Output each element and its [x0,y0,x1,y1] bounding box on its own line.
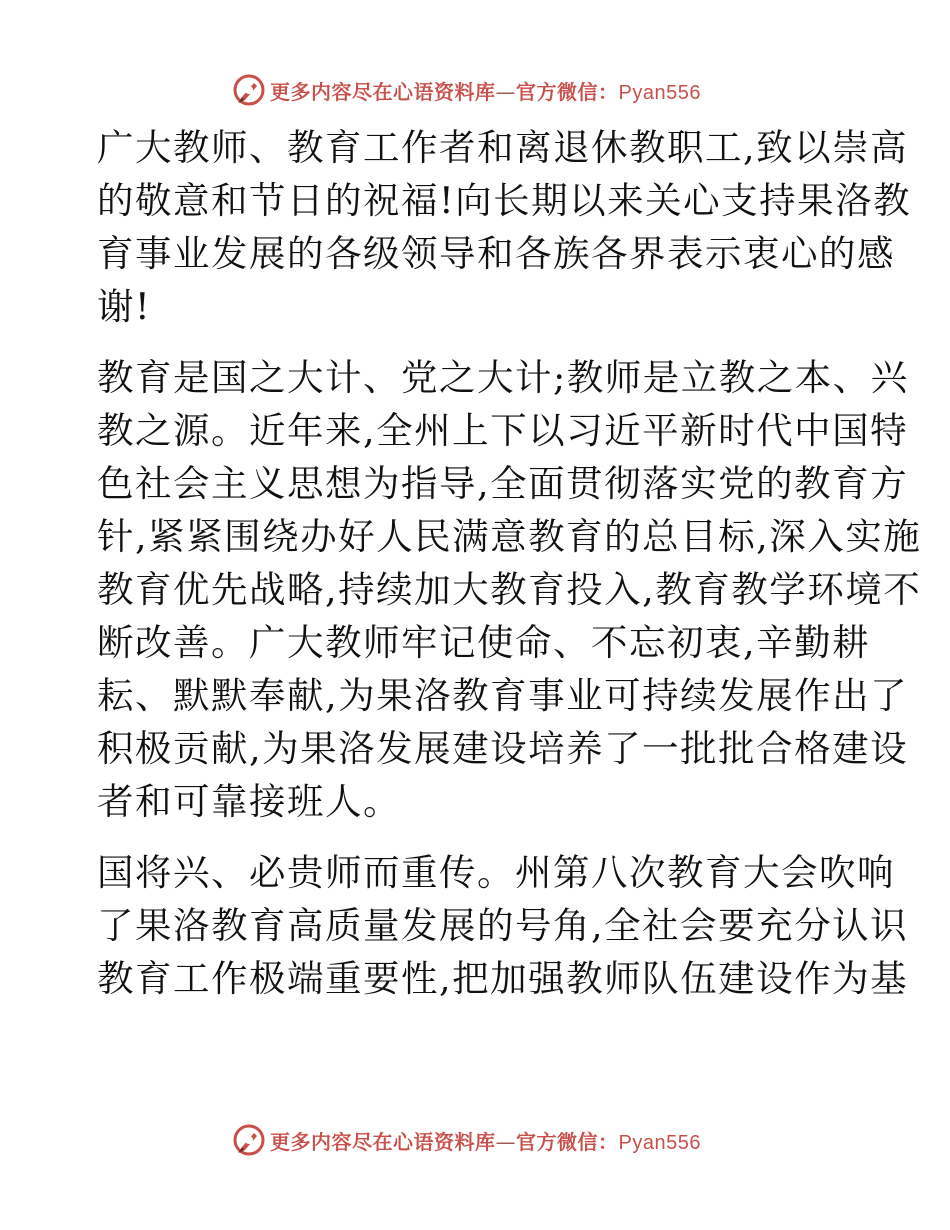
text-line: 国将兴、必贵师而重传。州第八次教育大会吹响 [97,851,895,894]
document-body [97,124,922,1008]
text-line: 教育是国之大计、党之大计;教师是立教之本、兴 [97,356,909,399]
banner-wechat-id: Pyan556 [618,1131,701,1154]
red-pen-circle-logo-icon [232,1123,266,1157]
text-line: 教育工作极端重要性,把加强教师队伍建设作为基 [97,957,909,1000]
red-pen-circle-logo-icon [232,73,266,107]
text-line: 育事业发展的各级领导和各族各界表示衷心的感 [97,232,895,275]
text-line: 色社会主义思想为指导,全面贯彻落实党的教育方 [97,462,909,505]
text-line: 教育优先战略,持续加大教育投入,教育教学环境不 [97,568,922,611]
text-line: 断改善。广大教师牢记使命、不忘初衷,辛勤耕 [97,621,871,664]
banner-wechat-id: Pyan556 [618,81,701,104]
banner-text [270,1126,701,1155]
paragraph [97,849,909,1003]
text-line: 针,紧紧围绕办好人民满意教育的总目标,深入实施 [97,515,922,558]
text-line: 谢! [97,285,152,328]
header-banner [232,70,732,110]
paragraph [97,354,922,826]
paragraph [97,124,912,331]
banner-text [270,76,701,105]
banner-dash: — [495,79,516,104]
banner-contact-text: 官方微信： [516,1129,619,1154]
banner-main-text: 更多内容尽在心语资料库 [270,79,496,104]
text-line: 的敬意和节日的祝福!向长期以来关心支持果洛教 [97,179,912,222]
text-line: 教之源。近年来,全州上下以习近平新时代中国特 [97,409,909,452]
text-line: 广大教师、教育工作者和离退休教职工,致以崇高 [97,126,909,169]
text-line: 积极贡献,为果洛发展建设培养了一批批合格建设 [97,727,909,770]
banner-dash: — [495,1129,516,1154]
footer-banner [232,1120,732,1160]
banner-main-text: 更多内容尽在心语资料库 [270,1129,496,1154]
banner-contact-text: 官方微信： [516,79,619,104]
text-line: 者和可靠接班人。 [97,780,401,823]
text-line: 了果洛教育高质量发展的号角,全社会要充分认识 [97,904,909,947]
text-line: 耘、默默奉献,为果洛教育事业可持续发展作出了 [97,674,909,717]
